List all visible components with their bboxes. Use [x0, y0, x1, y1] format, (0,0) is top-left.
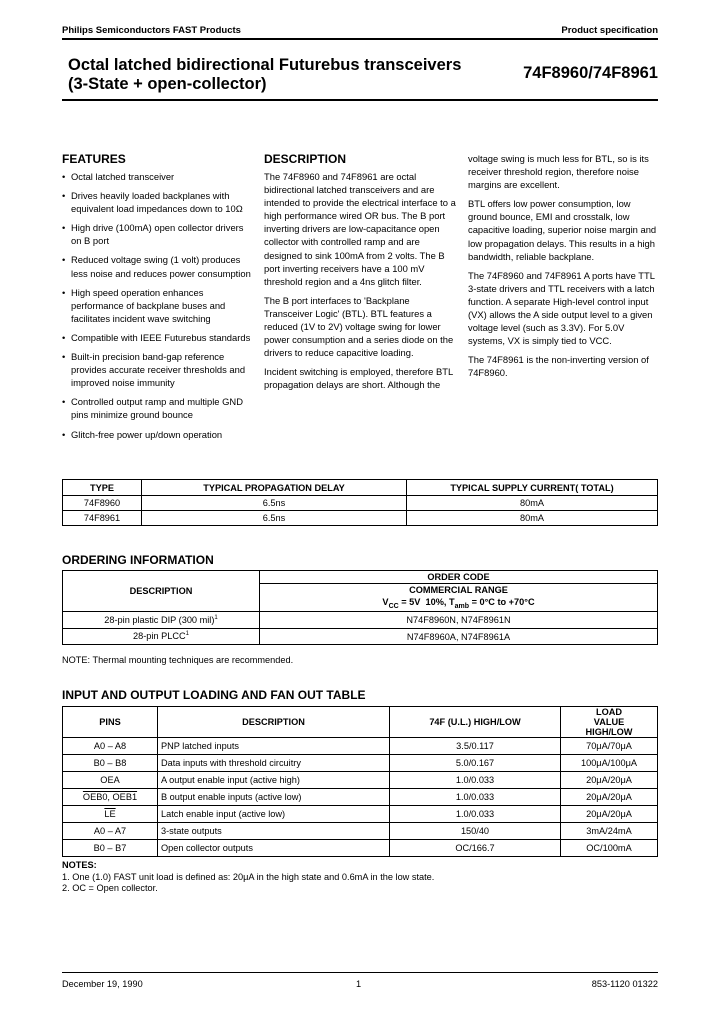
ul-cell: 150/40 [390, 823, 561, 840]
title-line-1: Octal latched bidirectional Futurebus transceivers [68, 56, 462, 74]
header-rule [62, 38, 658, 40]
footer-code: 853-1120 01322 [591, 979, 658, 989]
pins-cell: A0 – A7 [63, 823, 158, 840]
features-list [62, 170, 252, 447]
order-code-header: ORDER CODE [260, 571, 658, 584]
doc-title [68, 56, 461, 94]
ul-cell: 1.0/0.033 [390, 806, 561, 823]
supply-cell: 80mA [407, 496, 658, 511]
table-row [63, 738, 658, 755]
note-2: 2. OC = Open collector. [62, 883, 158, 893]
table-row [63, 511, 658, 526]
table-row [63, 823, 658, 840]
notes-heading: NOTES: [62, 860, 97, 870]
package-cell: 28-pin plastic DIP (300 mil)$^1$ [63, 612, 260, 629]
ul-cell: 3.5/0.117 [390, 738, 561, 755]
pins-cell: OEB0, OEB1 [63, 789, 158, 806]
title-line-2: (3-State + open-collector) [68, 75, 267, 93]
feature-item: • Glitch-free power up/down operation [62, 428, 252, 441]
loading-description-header: DESCRIPTION [158, 707, 390, 738]
description-cell: Latch enable input (active low) [158, 806, 390, 823]
feature-item: • Compatible with IEEE Futurebus standards [62, 331, 252, 344]
feature-item: • Drives heavily loaded backplanes with equivalent load impedances down to 10Ω [62, 189, 252, 215]
description-paragraph: Incident switching is employed, therefore BTL propagation delays are short. Although the [264, 366, 453, 391]
table-row [63, 496, 658, 511]
loading-table [62, 706, 658, 857]
feature-item: • Built-in precision band-gap reference provides accurate receiver thresholds and improved noise immunity [62, 350, 252, 389]
description-cell: Open collector outputs [158, 840, 390, 857]
pins-header: PINS [63, 707, 158, 738]
description-heading: DESCRIPTION [264, 152, 347, 166]
header-left: Philips Semiconductors FAST Products [62, 25, 241, 36]
commercial-range-header: COMMERCIAL RANGE [260, 584, 658, 596]
footer-date: December 19, 1990 [62, 979, 143, 989]
ul-cell: 1.0/0.033 [390, 772, 561, 789]
package-cell: 28-pin PLCC$^1$ [63, 629, 260, 645]
delay-cell: 6.5ns [142, 511, 407, 526]
type-table [62, 479, 658, 526]
table-row [63, 840, 658, 857]
pins-cell: OEA [63, 772, 158, 789]
load-value-cell: OC/100mA [561, 840, 658, 857]
description-cell: A output enable input (active high) [158, 772, 390, 789]
title-rule [62, 99, 658, 101]
ordering-description-header: DESCRIPTION [63, 571, 260, 612]
description-paragraph: The B port interfaces to 'Backplane Transceiver Logic' (BTL). BTL features a reduced (1V to 2V) voltage swing for lower power consumption and a series diode on the drivers to reduce capacitive loading. [264, 294, 454, 359]
ul-cell: 1.0/0.033 [390, 789, 561, 806]
ordering-heading: ORDERING INFORMATION [62, 553, 214, 567]
table-row [63, 612, 658, 629]
ul-cell: OC/166.7 [390, 840, 561, 857]
description-paragraph: voltage swing is much less for BTL, so is its receiver threshold region, therefore noise margins are excellent. [468, 153, 649, 191]
feature-item: • Octal latched transceiver [62, 170, 252, 183]
table-row [63, 789, 658, 806]
table-row [63, 806, 658, 823]
description-col-2 [468, 152, 660, 386]
delay-header: TYPICAL PROPAGATION DELAY [142, 480, 407, 496]
load-value-cell: 20μA/20μA [561, 789, 658, 806]
description-paragraph: BTL offers low power consumption, low ground bounce, EMI and crosstalk, low capacitive loading, superior noise margin and low propagation delays. This results in a high bandwidth, reliable backplane. [468, 198, 657, 262]
load-value-cell: 70μA/70μA [561, 738, 658, 755]
header-right: Product specification [561, 25, 658, 36]
features-heading: FEATURES [62, 152, 126, 166]
table-row [63, 755, 658, 772]
note-1: 1. One (1.0) FAST unit load is defined as: 20μA in the high state and 0.6mA in the low state. [62, 872, 435, 882]
load-value-cell: 3mA/24mA [561, 823, 658, 840]
feature-item: • High drive (100mA) open collector drivers on B port [62, 221, 252, 247]
pins-cell: A0 – A8 [63, 738, 158, 755]
type-cell: 74F8961 [63, 511, 142, 526]
footer-rule [62, 972, 658, 973]
order-code-cell: N74F8960A, N74F8961A [260, 629, 658, 645]
load-value-cell: 20μA/20μA [561, 806, 658, 823]
part-number: 74F8960/74F8961 [523, 64, 658, 82]
ordering-note: NOTE: Thermal mounting techniques are recommended. [62, 655, 294, 665]
load-value-header: LOAD VALUE HIGH/LOW [561, 707, 658, 738]
description-paragraph: The 74F8960 and 74F8961 A ports have TTL 3-state drivers and TTL receivers with a latch function. A separate High-level control input (VX) allows the A side output level to a given voltage level (such as 3.3V). For 5.0V systems, VX is simply tied to VCC. [468, 269, 655, 347]
table-row [63, 629, 658, 645]
delay-cell: 6.5ns [142, 496, 407, 511]
load-value-cell: 100μA/100μA [561, 755, 658, 772]
pins-cell: $\overline{LE}$ [63, 806, 158, 823]
description-paragraph: The 74F8961 is the non-inverting version of 74F8960. [468, 354, 649, 379]
description-cell: 3-state outputs [158, 823, 390, 840]
type-header: TYPE [63, 480, 142, 496]
load-value-cell: 20μA/20μA [561, 772, 658, 789]
type-cell: 74F8960 [63, 496, 142, 511]
loading-heading: INPUT AND OUTPUT LOADING AND FAN OUT TABLE [62, 688, 366, 702]
page-number: 1 [356, 979, 362, 989]
feature-item: • Reduced voltage swing (1 volt) produces less noise and reduces power consumption [62, 253, 252, 279]
description-cell: PNP latched inputs [158, 738, 390, 755]
conditions-header: $V_{CC} = 5V$ 10%, $T_{amb} = 0^\circ C$ to +70°C [260, 596, 658, 612]
ordering-table [62, 570, 658, 645]
supply-header: TYPICAL SUPPLY CURRENT( TOTAL) [407, 480, 658, 496]
description-col-1 [264, 170, 456, 398]
description-cell: B output enable inputs (active low) [158, 789, 390, 806]
pins-cell: B0 – B8 [63, 755, 158, 772]
order-code-cell: N74F8960N, N74F8961N [260, 612, 658, 629]
description-cell: Data inputs with threshold circuitry [158, 755, 390, 772]
ul-header: 74F (U.L.) HIGH/LOW [390, 707, 561, 738]
ul-cell: 5.0/0.167 [390, 755, 561, 772]
feature-item: • Controlled output ramp and multiple GND pins minimize ground bounce [62, 395, 252, 421]
pins-cell: B0 – B7 [63, 840, 158, 857]
supply-cell: 80mA [407, 511, 658, 526]
description-paragraph: The 74F8960 and 74F8961 are octal bidirectional latched transceivers and are intended to provide the electrical interface to a high performance wired OR bus. The B port inverting drivers are low-capacitance open collector with controlled ramp and are designed to sink 100mA from 2 volts. The B port inverting receivers have a 100 mV threshold region and a 4ns glitch filter. [264, 171, 456, 287]
feature-item: • High speed operation enhances performance of backplane buses and facilitates incident wave switching [62, 286, 252, 325]
table-row [63, 772, 658, 789]
